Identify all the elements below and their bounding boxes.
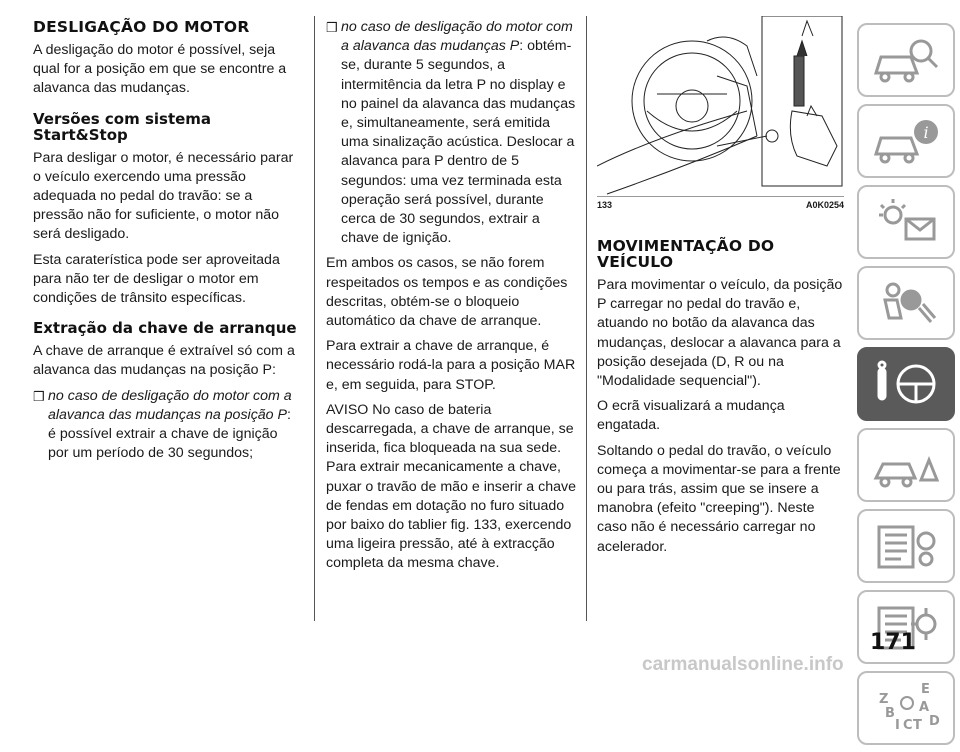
tab-starting-driving[interactable] (857, 347, 955, 421)
figure-code: A0K0254 (805, 200, 844, 210)
paragraph: A chave de arranque é extraível só com a alavanca das mudanças na posição P: (33, 343, 295, 379)
figure-key-extraction-illustration (597, 16, 844, 196)
tab-emergency[interactable] (857, 428, 955, 502)
car-maintenance-icon (871, 521, 941, 571)
column-left (33, 14, 301, 469)
paragraph: Em ambos os casos, se não forem respeitados os tempos e as condições descritas, obtém-se o bloqueio automático da chave de arranque. (326, 255, 568, 330)
tab-safety[interactable] (857, 266, 955, 340)
tab-maintenance[interactable] (857, 509, 955, 583)
bullet-item (33, 387, 301, 464)
tab-car-search[interactable] (857, 23, 955, 97)
car-search-icon (871, 35, 941, 85)
bullet-text: : é possível extrair a chave de ignição por um período de 30 segundos; (48, 406, 291, 462)
bullet-box-icon: ❒ (33, 388, 45, 404)
bullet-text: : obtém-se, durante 5 segundos, a intermitência da letra P no display e no painel da alavanca das mudanças e, simultaneamente, será emitida uma sinalização acústica. Deslocar a alavanca para P dentro de 5 segundos: uma vez terminada esta operação será possível, durante cerca de 30 segundos, extrair a chave de ignição. (341, 38, 576, 247)
tab-car-info[interactable] (857, 104, 955, 178)
paragraph: Soltando o pedal do travão, o veículo começa a movimentar-se para a frente ou para trás, assim que se insere a manobra (efeito "creeping"). Neste caso não é necessário carregar no acelerador. (597, 442, 841, 555)
tab-warning-lights[interactable] (857, 185, 955, 259)
svg-text:C: C (903, 718, 913, 733)
subsection-title-start-stop: Versões com sistema Start&Stop (33, 109, 212, 144)
paragraph: Esta caraterística pode ser aproveitada para não ter de desligar o motor em condições de trânsito específicas. (33, 251, 280, 307)
svg-text:Z: Z (879, 692, 889, 707)
bullet-box-icon: ❒ (326, 20, 338, 35)
paragraph: A desligação do motor é possível, seja qual for a posição em que se encontre a alavanca das mudanças. (33, 42, 287, 97)
svg-text:D: D (929, 714, 940, 729)
paragraph: Para extrair a chave de arranque, é necessário rodá-la para a posição MAR e, em seguida, para STOP. (326, 338, 576, 393)
page-number: 171 (870, 630, 916, 655)
svg-text:A: A (919, 700, 930, 715)
column-middle (326, 18, 581, 580)
car-info-icon (871, 116, 941, 166)
key-steering-wheel-icon (871, 359, 941, 409)
paragraph: O ecrã visualizará a mudança engatada. (597, 398, 785, 434)
section-title-vehicle-movement: MOVIMENTAÇÃO DO VEÍCULO (597, 237, 775, 271)
column-divider-right (586, 16, 587, 621)
index-icon (871, 683, 941, 733)
paragraph: Para desligar o motor, é necessário parar o veículo exercendo uma pressão adequada no pedal do travão: se a pressão não for suficiente, o motor não será desligado. (33, 149, 294, 243)
bullet-italic-text: no caso de desligação do motor com a alavanca das mudanças P (341, 19, 573, 55)
subsection-title-key-extraction: Extração da chave de arranque (33, 319, 297, 338)
section-title-engine-stop: DESLIGAÇÃO DO MOTOR (33, 18, 250, 36)
svg-text:i: i (923, 123, 929, 142)
paragraph: Para movimentar o veículo, da posição P carregar no pedal do travão e, atuando no botão da alavanca das mudanças, deslocar a alavanca para a posição desejada (D, R ou na "Modalidade sequencial"). (597, 277, 843, 390)
bullet-italic-text: no caso de desligação do motor com a alavanca das mudanças na posição P (48, 387, 292, 423)
svg-text:T: T (913, 718, 922, 733)
svg-text:B: B (885, 706, 895, 721)
watermark: carmanualsonline.info (642, 654, 844, 675)
svg-text:E: E (921, 683, 930, 697)
tab-index[interactable] (857, 671, 955, 745)
figure-number: 133 (597, 200, 613, 210)
column-divider-left (314, 16, 315, 621)
dashboard-screwdriver-illustration (597, 16, 844, 196)
warning-lights-icon (871, 197, 941, 247)
airbag-safety-icon (871, 278, 941, 328)
paragraph-warning: AVISO No caso de bateria descarregada, a chave de arranque, se inserida, fica bloqueada na sua sede. Para extrair mecanicamente a chave, puxar o travão de mão e inserir a chave de fendas em dotação no furo situado por baixo do tablier fig. 133, exercendo uma ligeira pressão, até à extracção completa da mesma chave. (326, 401, 576, 572)
column-right (597, 16, 847, 563)
svg-text:I: I (895, 718, 900, 733)
figure-caption (597, 196, 844, 210)
car-emergency-icon (871, 440, 941, 490)
bullet-item (326, 18, 581, 248)
